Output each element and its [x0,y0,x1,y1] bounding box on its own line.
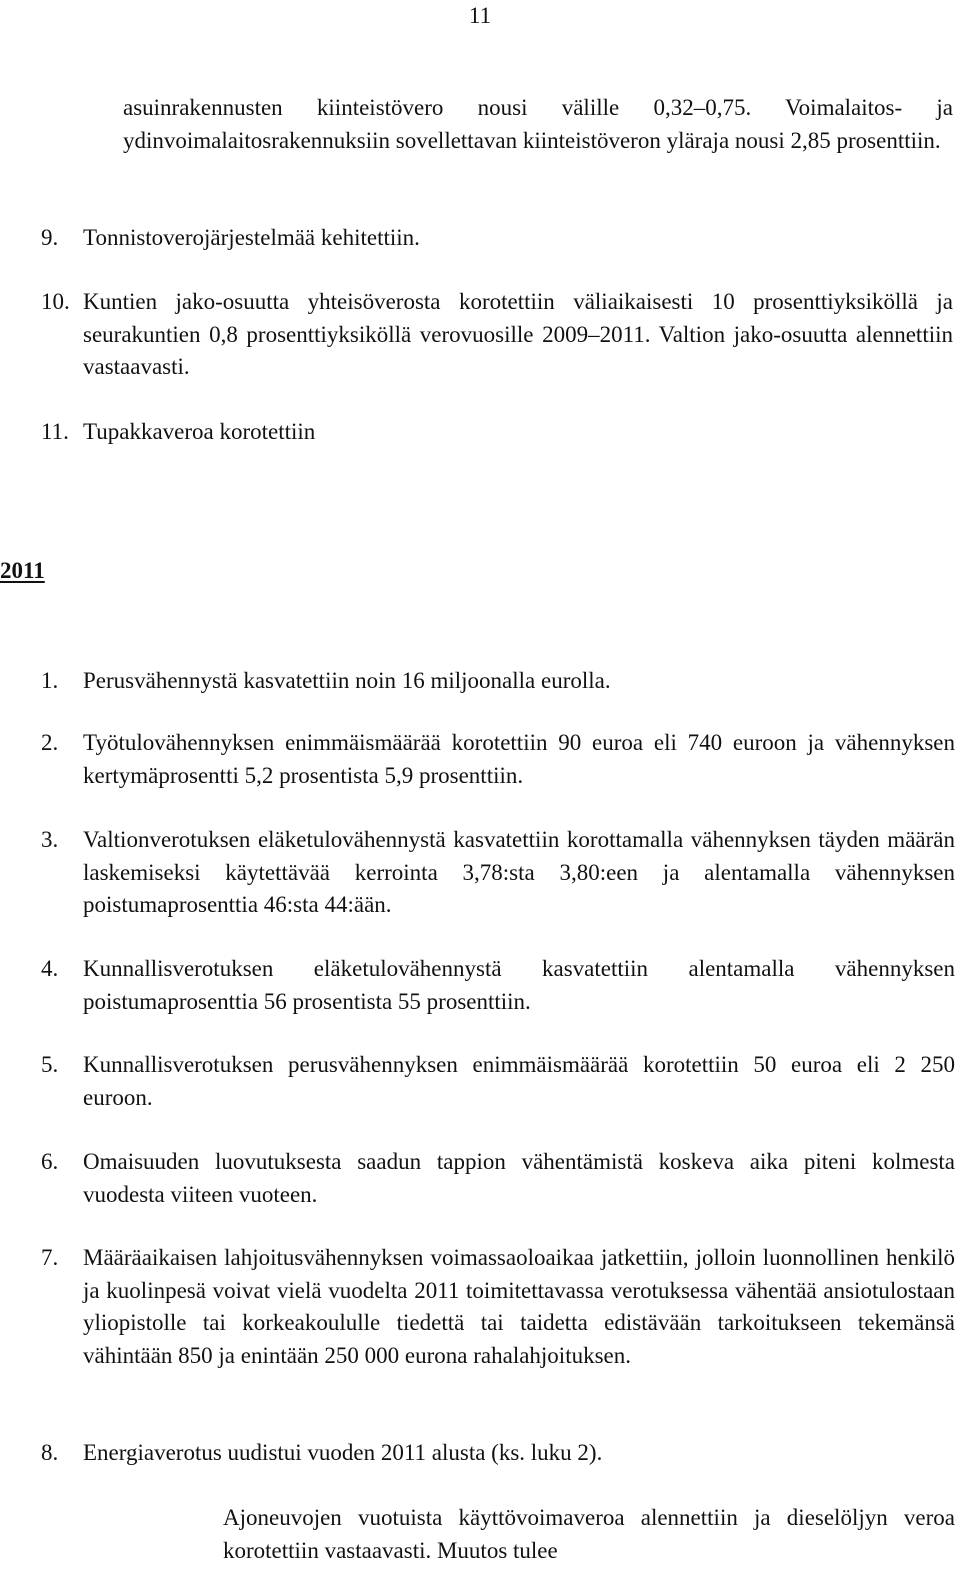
list-item-number: 7. [41,1245,59,1270]
list-item-text: Valtionverotuksen eläketulovähennystä kasvatettiin korottamalla vähennyksen täyden määrän laskemiseksi käytettävää kerrointa 3,78:sta 3,80:een ja alentamalla vähennyksen poistumaprosenttia 46:sta 44:ään. [83,827,955,917]
list-item-text: Tonnistoverojärjestelmää kehitettiin. [83,225,420,250]
list-item-number: 8. [41,1440,59,1465]
list-item-number: 9. [41,225,59,250]
list-item-number: 11. [41,419,69,444]
list-item-number: 1. [41,668,59,693]
list-item-text: Työtulovähennyksen enimmäismäärää korotettiin 90 euroa eli 740 euroon ja vähennyksen kertymäprosentti 5,2 prosentista 5,9 prosenttiin. [83,730,955,788]
list-item-text: Määräaikaisen lahjoitusvähennyksen voimassaoloaikaa jatkettiin, jolloin luonnollinen henkilö ja kuolinpesä voivat vielä vuodelta 2011 toimitettavassa verotuksessa vähentää ansiotulostaan yliopistolle tai korkeakoululle tiedettä tai taidetta edistävään tarkoitukseen tekemänsä vähintään 850 ja enintään 250 000 eurona rahalahjoituksen. [83,1245,955,1368]
page-number: 11 [468,3,492,28]
list-item-text: Kunnallisverotuksen eläketulovähennystä kasvatettiin alentamalla vähennyksen poistumaprosenttia 56 prosentista 55 prosenttiin. [83,956,955,1014]
continuation-paragraph: asuinrakennusten kiinteistövero nousi välille 0,32–0,75. Voimalaitos- ja ydinvoimalaitosrakennuksiin sovellettavan kiinteistöveron yläraja nousi 2,85 prosenttiin. [123,95,953,153]
list-item-number: 4. [41,956,59,981]
list-item-number: 5. [41,1052,59,1077]
list-item-number: 2. [41,730,59,755]
list-item-text: Energiaverotus uudistui vuoden 2011 alusta (ks. luku 2). [83,1440,603,1465]
list-item-text: Perusvähennystä kasvatettiin noin 16 miljoonalla eurolla. [83,668,611,693]
list-item-text: Omaisuuden luovutuksesta saadun tappion vähentämistä koskeva aika piteni kolmesta vuodesta viiteen vuoteen. [83,1149,955,1207]
section-heading-2011: 2011 [0,558,45,583]
list-item-text: Kuntien jako-osuutta yhteisöverosta korotettiin väliaikaisesti 10 prosenttiyksiköllä ja seurakuntien 0,8 prosenttiyksiköllä verovuosille 2009–2011. Valtion jako-osuutta alennettiin vastaavasti. [83,289,953,379]
list-item-number: 3. [41,827,59,852]
list-item-text: Tupakkaveroa korotettiin [83,419,316,444]
list-item-10 [41,286,953,386]
list-item-number: 10. [41,289,70,314]
sub-paragraph: Ajoneuvojen vuotuista käyttövoimaveroa alennettiin ja dieselöljyn veroa korotettiin vastaavasti. Muutos tulee [223,1505,955,1563]
list-item-text: Kunnallisverotuksen perusvähennyksen enimmäismäärää korotettiin 50 euroa eli 2 250 euroon. [83,1052,955,1110]
list-item-number: 6. [41,1149,59,1174]
